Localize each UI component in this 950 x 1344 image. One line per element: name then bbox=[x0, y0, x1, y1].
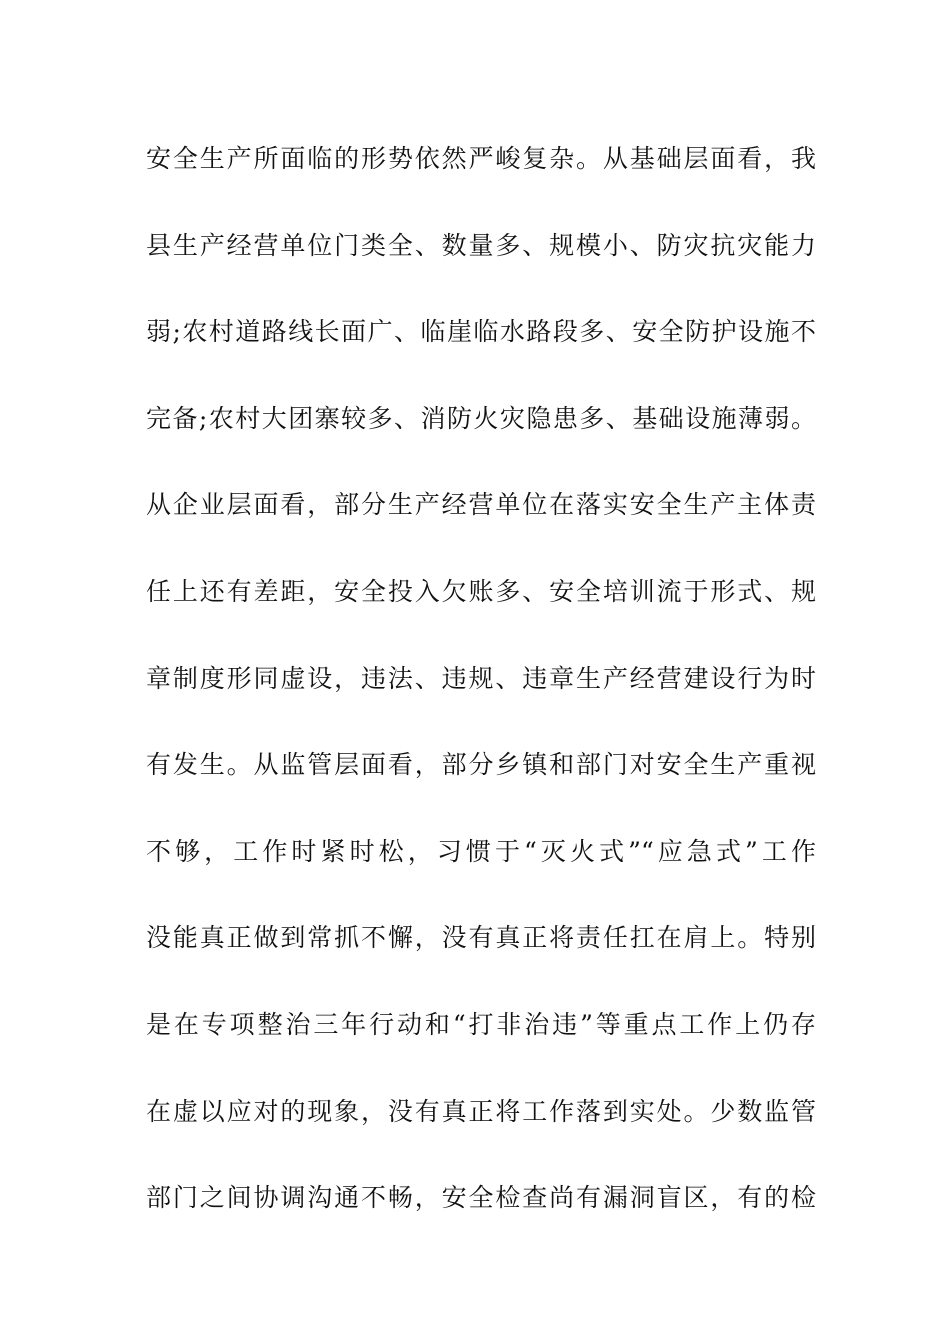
text-line: 在虚以应对的现象，没有真正将工作落到实处。少数监管 bbox=[146, 1096, 816, 1126]
text-line: 完备;农村大团寨较多、消防火灾隐患多、基础设施薄弱。 bbox=[146, 403, 816, 433]
text-line: 不够，工作时紧时松，习惯于“灭火式”“应急式”工作 bbox=[146, 836, 816, 866]
text-line: 是在专项整治三年行动和“打非治违”等重点工作上仍存 bbox=[146, 1009, 816, 1039]
text-line: 章制度形同虚设，违法、违规、违章生产经营建设行为时 bbox=[146, 663, 816, 693]
text-line: 安全生产所面临的形势依然严峻复杂。从基础层面看，我 bbox=[146, 144, 816, 173]
text-line: 弱;农村道路线长面广、临崖临水路段多、安全防护设施不 bbox=[146, 317, 816, 347]
text-line: 从企业层面看，部分生产经营单位在落实安全生产主体责 bbox=[146, 490, 816, 520]
text-line: 部门之间协调沟通不畅，安全检查尚有漏洞盲区，有的检 bbox=[146, 1183, 816, 1213]
text-line: 没能真正做到常抓不懈，没有真正将责任扛在肩上。特别 bbox=[146, 923, 816, 953]
text-line: 县生产经营单位门类全、数量多、规模小、防灾抗灾能力 bbox=[146, 230, 816, 260]
text-line: 有发生。从监管层面看，部分乡镇和部门对安全生产重视 bbox=[146, 750, 816, 780]
text-line: 任上还有差距，安全投入欠账多、安全培训流于形式、规 bbox=[146, 576, 816, 606]
body-paragraph bbox=[146, 136, 816, 1262]
